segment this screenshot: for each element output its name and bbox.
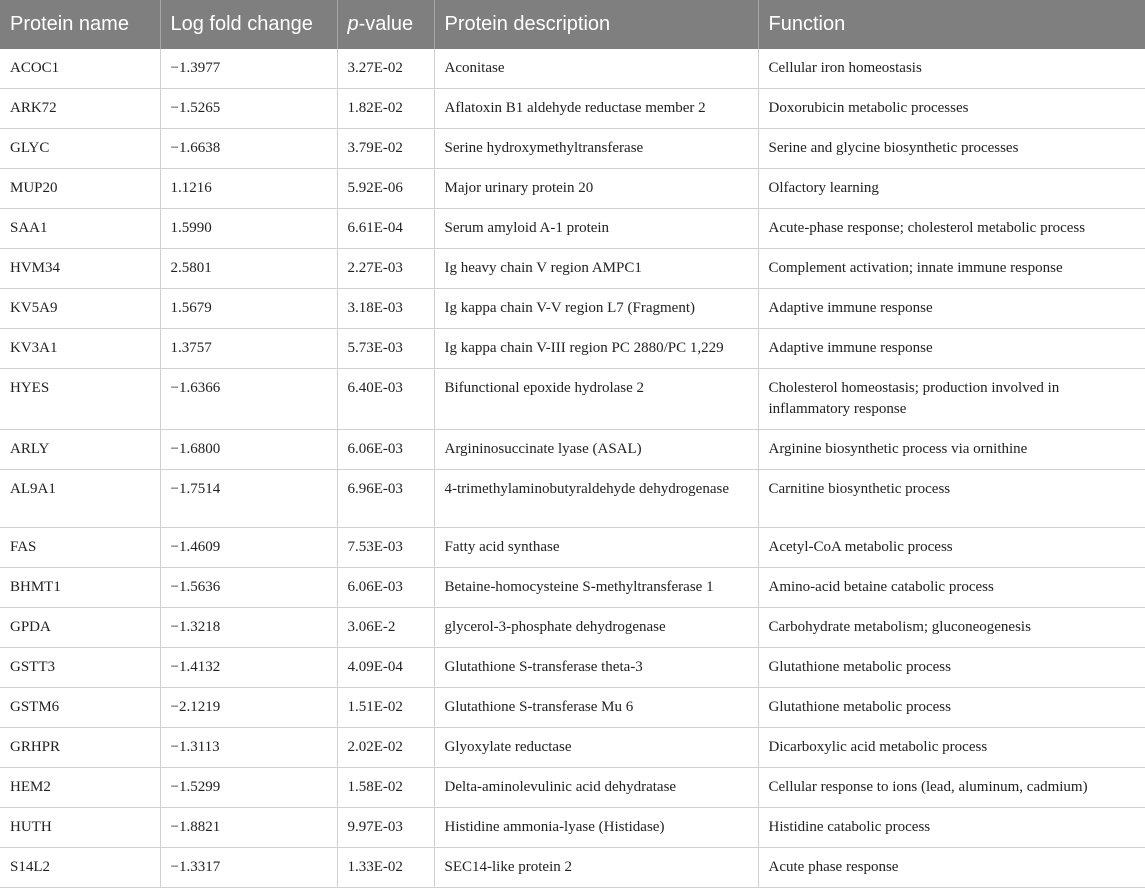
header-p-value-italic: p <box>347 13 359 35</box>
table-row <box>0 768 1145 808</box>
cell-protein-description: Glyoxylate reductase <box>434 728 758 768</box>
cell-protein-name: HUTH <box>0 808 160 848</box>
header-p-value-rest: -value <box>358 13 414 35</box>
cell-protein-name: GSTT3 <box>0 648 160 688</box>
table-row <box>0 249 1145 289</box>
cell-p-value: 3.18E-03 <box>337 289 434 329</box>
table-row <box>0 568 1145 608</box>
table-row <box>0 470 1145 528</box>
cell-log-fold-change: −1.4132 <box>160 648 337 688</box>
cell-log-fold-change: −1.4609 <box>160 528 337 568</box>
table-row <box>0 728 1145 768</box>
cell-log-fold-change: −1.3317 <box>160 848 337 888</box>
cell-function: Carbohydrate metabolism; gluconeogenesis <box>758 608 1145 648</box>
cell-function: Acute-phase response; cholesterol metabolic process <box>758 209 1145 249</box>
cell-function: Glutathione metabolic process <box>758 648 1145 688</box>
cell-log-fold-change: 1.1216 <box>160 169 337 209</box>
cell-protein-name: KV5A9 <box>0 289 160 329</box>
cell-log-fold-change: −2.1219 <box>160 688 337 728</box>
cell-function: Complement activation; innate immune response <box>758 249 1145 289</box>
cell-protein-description: Aconitase <box>434 49 758 89</box>
cell-protein-name: SAA1 <box>0 209 160 249</box>
cell-protein-description: Histidine ammonia-lyase (Histidase) <box>434 808 758 848</box>
cell-function: Olfactory learning <box>758 169 1145 209</box>
cell-p-value: 5.73E-03 <box>337 329 434 369</box>
cell-log-fold-change: −1.6638 <box>160 129 337 169</box>
cell-protein-description: Argininosuccinate lyase (ASAL) <box>434 430 758 470</box>
cell-protein-name: GSTM6 <box>0 688 160 728</box>
cell-p-value: 7.53E-03 <box>337 528 434 568</box>
cell-function: Doxorubicin metabolic processes <box>758 89 1145 129</box>
cell-function: Serine and glycine biosynthetic processes <box>758 129 1145 169</box>
cell-function: Acetyl-CoA metabolic process <box>758 528 1145 568</box>
cell-log-fold-change: −1.3218 <box>160 608 337 648</box>
cell-p-value: 1.58E-02 <box>337 768 434 808</box>
cell-log-fold-change: 1.5679 <box>160 289 337 329</box>
cell-function: Adaptive immune response <box>758 289 1145 329</box>
table-body <box>0 49 1145 888</box>
table-row <box>0 329 1145 369</box>
table-row <box>0 169 1145 209</box>
cell-log-fold-change: −1.6800 <box>160 430 337 470</box>
header-log-fold-change: Log fold change <box>160 0 337 49</box>
cell-log-fold-change: −1.5299 <box>160 768 337 808</box>
cell-protein-description: Glutathione S-transferase Mu 6 <box>434 688 758 728</box>
cell-log-fold-change: 1.5990 <box>160 209 337 249</box>
table-row <box>0 49 1145 89</box>
header-p-value <box>337 0 434 49</box>
cell-protein-description: SEC14-like protein 2 <box>434 848 758 888</box>
cell-log-fold-change: −1.5265 <box>160 89 337 129</box>
cell-function: Glutathione metabolic process <box>758 688 1145 728</box>
cell-protein-name: S14L2 <box>0 848 160 888</box>
cell-p-value: 2.02E-02 <box>337 728 434 768</box>
cell-protein-name: HYES <box>0 369 160 430</box>
header-function: Function <box>758 0 1145 49</box>
cell-p-value: 6.06E-03 <box>337 430 434 470</box>
cell-protein-name: GLYC <box>0 129 160 169</box>
cell-protein-description: Fatty acid synthase <box>434 528 758 568</box>
cell-protein-description: glycerol-3-phosphate dehydrogenase <box>434 608 758 648</box>
cell-p-value: 4.09E-04 <box>337 648 434 688</box>
cell-log-fold-change: −1.8821 <box>160 808 337 848</box>
cell-function: Carnitine biosynthetic process <box>758 470 1145 528</box>
cell-log-fold-change: −1.6366 <box>160 369 337 430</box>
table-row <box>0 289 1145 329</box>
cell-p-value: 1.51E-02 <box>337 688 434 728</box>
cell-protein-name: MUP20 <box>0 169 160 209</box>
cell-protein-description: Aflatoxin B1 aldehyde reductase member 2 <box>434 89 758 129</box>
table-row <box>0 89 1145 129</box>
table-row <box>0 608 1145 648</box>
cell-protein-description: Ig heavy chain V region AMPC1 <box>434 249 758 289</box>
cell-protein-name: ARLY <box>0 430 160 470</box>
cell-function: Cellular response to ions (lead, aluminum, cadmium) <box>758 768 1145 808</box>
table-row <box>0 430 1145 470</box>
cell-log-fold-change: 1.3757 <box>160 329 337 369</box>
cell-function: Histidine catabolic process <box>758 808 1145 848</box>
cell-function: Amino-acid betaine catabolic process <box>758 568 1145 608</box>
table-row <box>0 808 1145 848</box>
cell-protein-description: Glutathione S-transferase theta-3 <box>434 648 758 688</box>
table-row <box>0 688 1145 728</box>
table-row <box>0 848 1145 888</box>
cell-protein-description: Ig kappa chain V-V region L7 (Fragment) <box>434 289 758 329</box>
cell-p-value: 6.06E-03 <box>337 568 434 608</box>
table-row <box>0 369 1145 430</box>
cell-protein-name: GPDA <box>0 608 160 648</box>
cell-protein-description: 4-trimethylaminobutyraldehyde dehydrogenase <box>434 470 758 528</box>
table-row <box>0 648 1145 688</box>
table-row <box>0 528 1145 568</box>
cell-function: Cellular iron homeostasis <box>758 49 1145 89</box>
cell-p-value: 3.79E-02 <box>337 129 434 169</box>
cell-p-value: 2.27E-03 <box>337 249 434 289</box>
cell-p-value: 5.92E-06 <box>337 169 434 209</box>
header-row <box>0 0 1145 49</box>
cell-protein-description: Serine hydroxymethyltransferase <box>434 129 758 169</box>
cell-function: Acute phase response <box>758 848 1145 888</box>
cell-protein-name: FAS <box>0 528 160 568</box>
table-row <box>0 209 1145 249</box>
cell-protein-name: GRHPR <box>0 728 160 768</box>
cell-p-value: 1.33E-02 <box>337 848 434 888</box>
cell-p-value: 1.82E-02 <box>337 89 434 129</box>
cell-p-value: 9.97E-03 <box>337 808 434 848</box>
cell-log-fold-change: 2.5801 <box>160 249 337 289</box>
cell-p-value: 6.96E-03 <box>337 470 434 528</box>
cell-log-fold-change: −1.3113 <box>160 728 337 768</box>
cell-protein-name: KV3A1 <box>0 329 160 369</box>
table-header <box>0 0 1145 49</box>
cell-protein-description: Delta-aminolevulinic acid dehydratase <box>434 768 758 808</box>
cell-protein-description: Bifunctional epoxide hydrolase 2 <box>434 369 758 430</box>
cell-protein-name: ARK72 <box>0 89 160 129</box>
cell-protein-description: Serum amyloid A-1 protein <box>434 209 758 249</box>
cell-p-value: 6.40E-03 <box>337 369 434 430</box>
cell-log-fold-change: −1.3977 <box>160 49 337 89</box>
cell-protein-description: Ig kappa chain V-III region PC 2880/PC 1,229 <box>434 329 758 369</box>
cell-p-value: 6.61E-04 <box>337 209 434 249</box>
cell-p-value: 3.06E-2 <box>337 608 434 648</box>
cell-protein-description: Major urinary protein 20 <box>434 169 758 209</box>
cell-protein-name: HVM34 <box>0 249 160 289</box>
cell-log-fold-change: −1.5636 <box>160 568 337 608</box>
cell-function: Cholesterol homeostasis; production involved in inflammatory response <box>758 369 1145 430</box>
cell-protein-name: ACOC1 <box>0 49 160 89</box>
cell-p-value: 3.27E-02 <box>337 49 434 89</box>
cell-log-fold-change: −1.7514 <box>160 470 337 528</box>
cell-protein-name: BHMT1 <box>0 568 160 608</box>
cell-function: Dicarboxylic acid metabolic process <box>758 728 1145 768</box>
header-protein-description: Protein description <box>434 0 758 49</box>
cell-function: Arginine biosynthetic process via ornithine <box>758 430 1145 470</box>
cell-protein-description: Betaine-homocysteine S-methyltransferase 1 <box>434 568 758 608</box>
cell-function: Adaptive immune response <box>758 329 1145 369</box>
header-protein-name: Protein name <box>0 0 160 49</box>
table-row <box>0 129 1145 169</box>
cell-protein-name: HEM2 <box>0 768 160 808</box>
cell-protein-name: AL9A1 <box>0 470 160 528</box>
